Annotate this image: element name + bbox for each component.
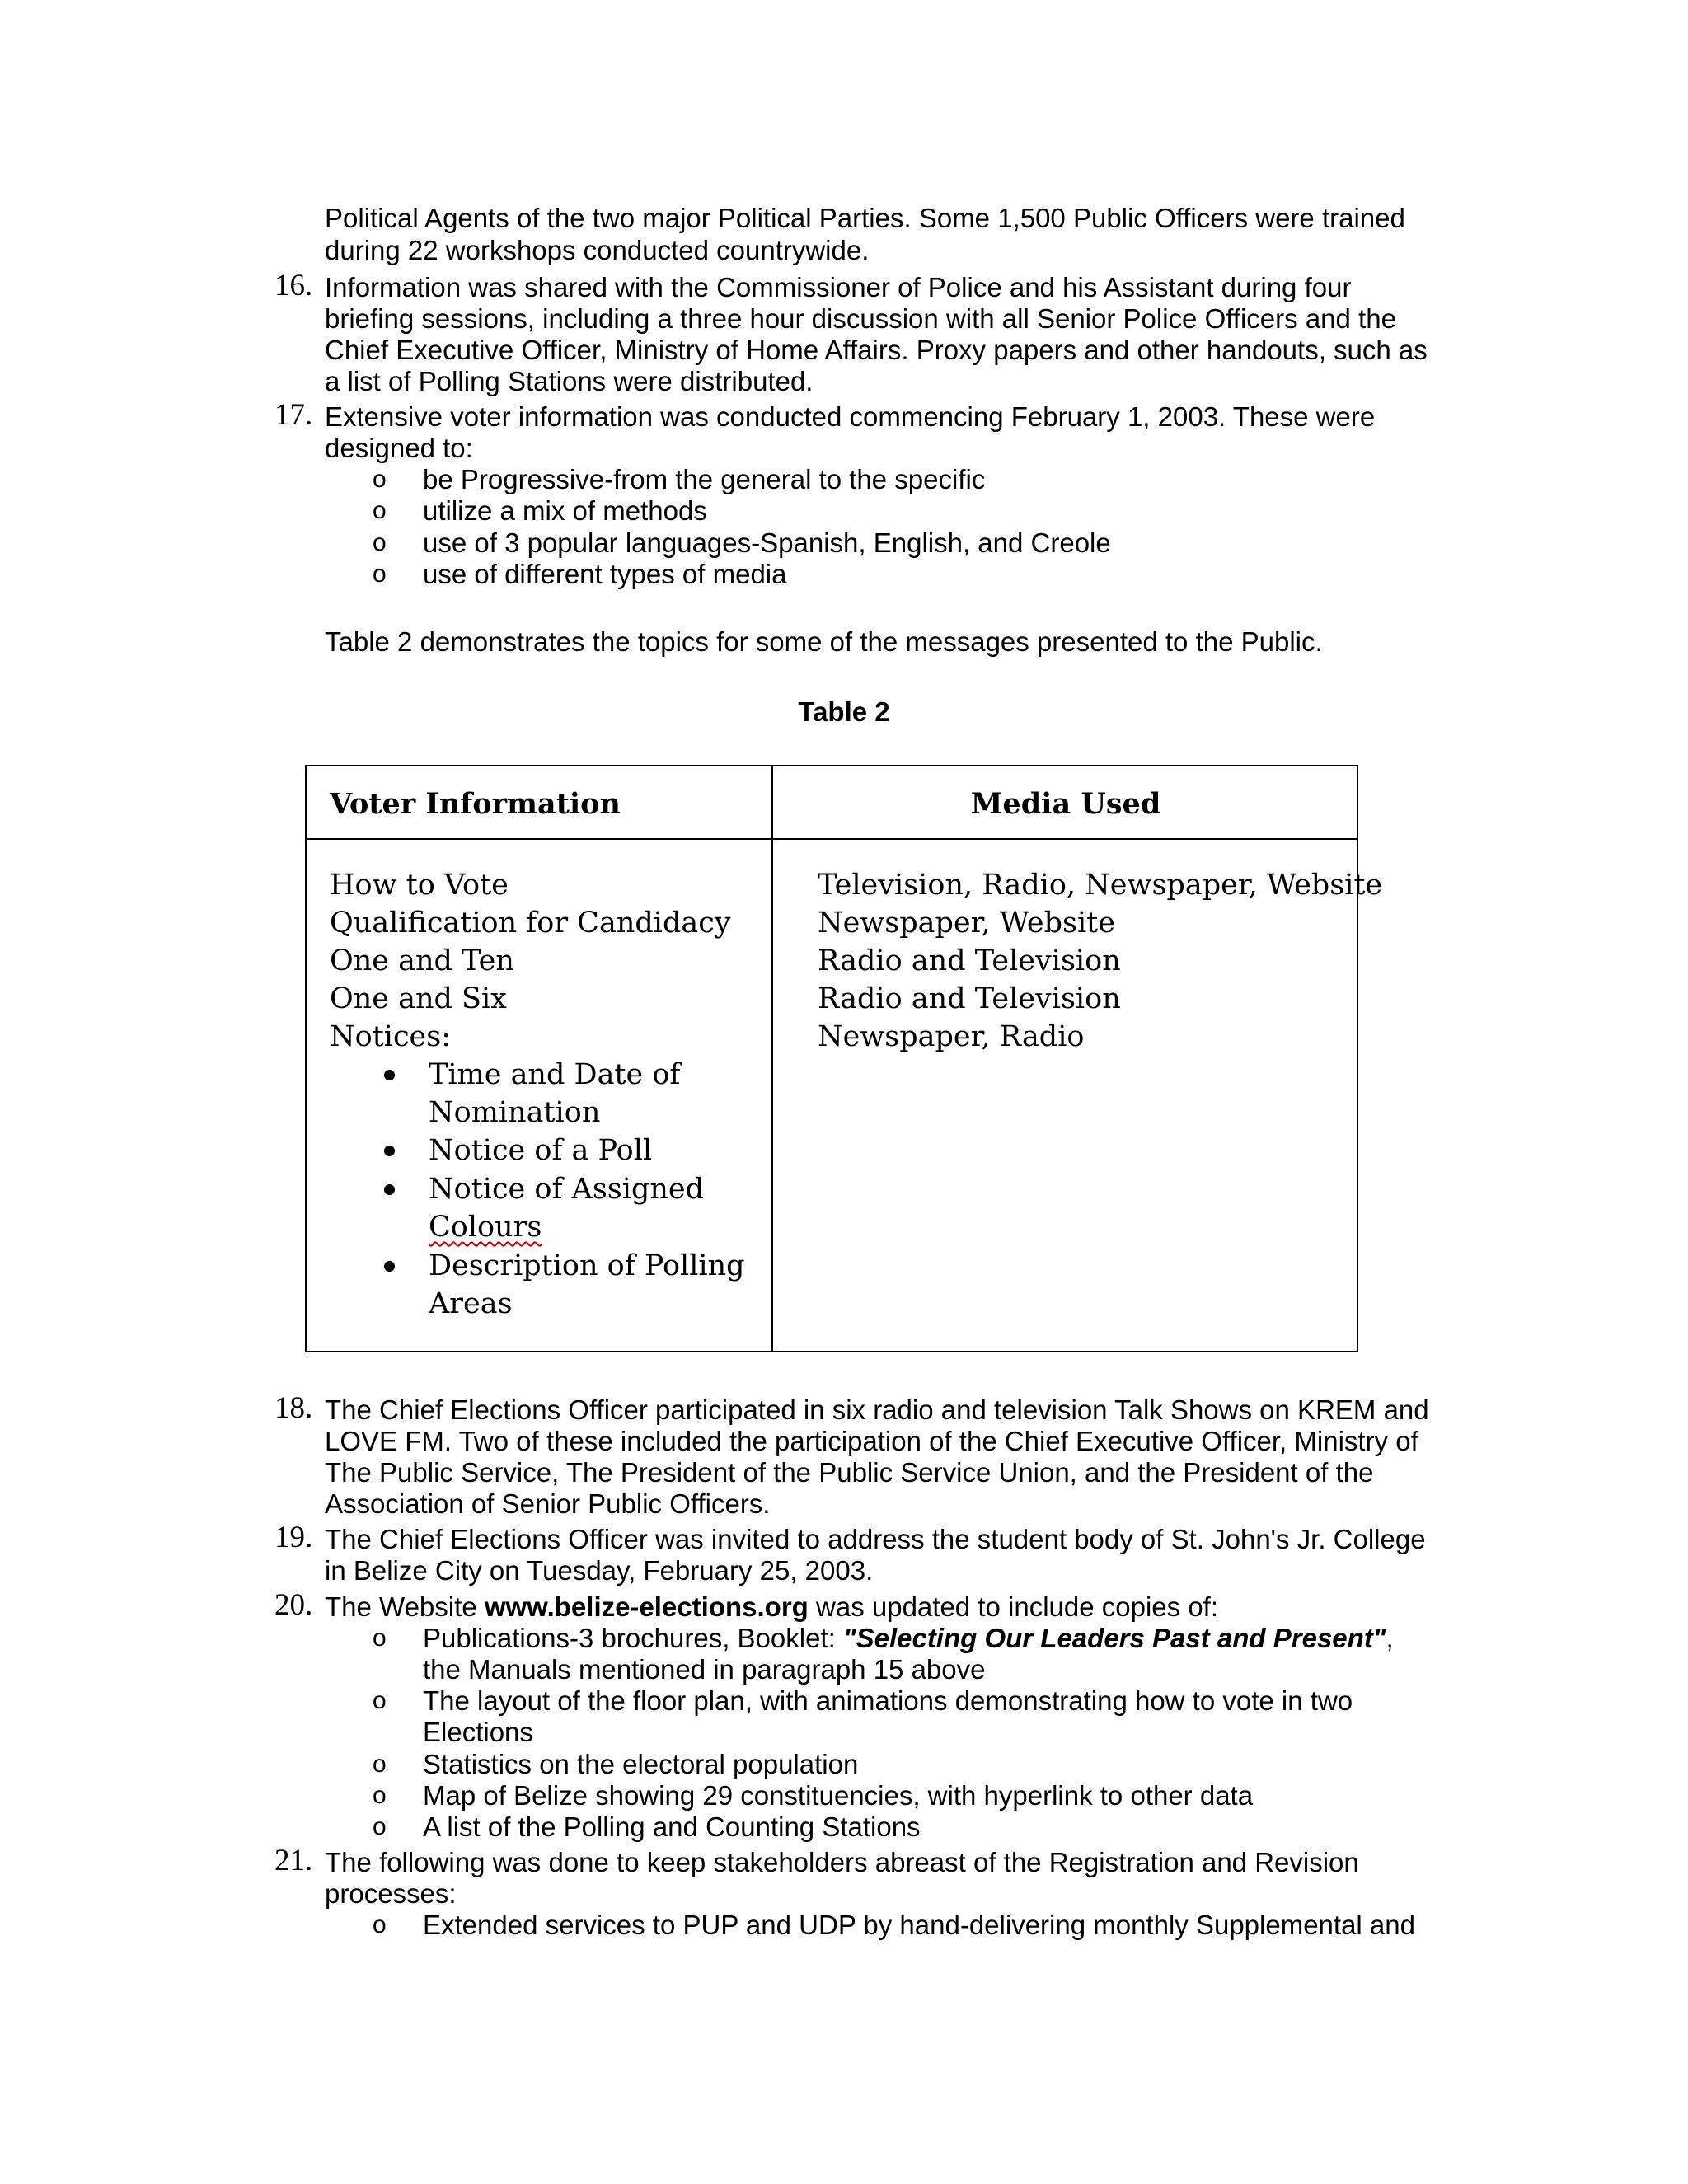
paragraph-20-text-pre: The Website [325,1591,485,1622]
table-cell-topic: Qualification for Candidacy [330,907,731,940]
paragraph-18-line-4: Association of Senior Public Officers. [325,1488,771,1519]
paragraph-20-bullet-5: A list of the Polling and Counting Stations [423,1811,921,1842]
paragraph-18-number: 18. [274,1391,313,1425]
paragraph-16-line-3: Chief Executive Officer, Ministry of Home Affairs. Proxy papers and other handouts, such as [325,335,1428,365]
paragraph-16-line-1: Information was shared with the Commissioner of Police and his Assistant during four [325,272,1352,302]
paragraph-17-bullet-2: utilize a mix of methods [423,495,707,526]
notice-item-line: Nomination [429,1096,601,1129]
bullet-marker: o [373,1750,387,1778]
paragraph-21-line-2: processes: [325,1878,457,1909]
bullet-marker: o [373,1911,387,1938]
paragraph-20-bullet-1 [423,1622,1394,1654]
table-column-divider [771,766,773,1351]
website-url[interactable]: www.belize-elections.org [484,1591,809,1622]
bullet-1-pre: Publications-3 brochures, Booklet: [423,1623,843,1653]
paragraph-17-bullet-4: use of different types of media [423,559,787,589]
paragraph-17-bullet-3: use of 3 popular languages-Spanish, English, and Creole [423,527,1111,558]
bullet-dot [384,1261,395,1272]
table-cell-media: Television, Radio, Newspaper, Website [818,869,1383,902]
paragraph-20-bullet-4: Map of Belize showing 29 constituencies, with hyperlink to other data [423,1780,1254,1811]
table-cell-topic: One and Ten [330,944,514,977]
paragraph-18-line-1: The Chief Elections Officer participated in six radio and television Talk Shows on KREM and [325,1394,1429,1425]
paragraph-16-line-2: briefing sessions, including a three hour discussion with all Senior Police Officers and the [325,303,1396,334]
paragraph-19-number: 19. [274,1521,313,1554]
paragraph-16-number: 16. [274,269,313,302]
paragraph-21-number: 21. [274,1844,313,1877]
paragraph-17-line-2: designed to: [325,433,473,463]
notice-item-line: Notice of a Poll [429,1134,653,1167]
paragraph-20-text-post: was updated to include copies of: [808,1591,1219,1622]
table-header-divider [307,838,1357,840]
paragraph-18-line-3: The Public Service, The President of the Public Service Union, and the President of the [325,1457,1374,1488]
bullet-marker: o [373,466,387,493]
table-cell-media: Radio and Television [818,944,1121,977]
notice-item-line: Areas [429,1287,513,1320]
table-cell-media: Newspaper, Website [818,907,1115,940]
table-cell-topic: Notices: [330,1020,452,1053]
paragraph-21-bullet-1: Extended services to PUP and UDP by hand-delivering monthly Supplemental and [423,1910,1415,1940]
paragraph-20-line-1 [325,1591,1218,1623]
paragraph-18-line-2: LOVE FM. Two of these included the participation of the Chief Executive Officer, Ministry of [325,1426,1418,1456]
notice-item-line: Description of Polling [429,1249,745,1282]
paragraph-20-bullet-1-line-2: the Manuals mentioned in paragraph 15 above [423,1654,986,1685]
bullet-dot [384,1146,395,1156]
paragraph-19-line-2: in Belize City on Tuesday, February 25, 2003. [325,1555,874,1586]
bullet-marker: o [373,1687,387,1714]
table-cell-media: Radio and Television [818,982,1121,1015]
paragraph-17-bullet-1: be Progressive-from the general to the specific [423,464,986,494]
paragraph-20-bullet-2-line-2: Elections [423,1717,533,1747]
paragraph-21-line-1: The following was done to keep stakeholders abreast of the Registration and Revision [325,1847,1359,1877]
bullet-marker: o [373,497,387,524]
paragraph-20-number: 20. [274,1588,313,1622]
bullet-marker: o [373,560,387,588]
paragraph-20-bullet-3: Statistics on the electoral population [423,1749,859,1779]
table-cell-topic: How to Vote [330,869,509,902]
bullet-marker: o [373,1782,387,1809]
bullet-marker: o [373,1624,387,1652]
bullet-marker: o [373,1813,387,1840]
table-intro: Table 2 demonstrates the topics for some of the messages presented to the Public. [325,626,1323,657]
paragraph-17-line-1: Extensive voter information was conducted commencing February 1, 2003. These were [325,401,1376,432]
paragraph-16-line-4: a list of Polling Stations were distributed. [325,366,814,396]
table-cell-media: Newspaper, Radio [818,1020,1085,1053]
bullet-1-post: , [1386,1623,1394,1653]
notice-item-line: Time and Date of [429,1058,681,1091]
carryover-line-2: during 22 workshops conducted countrywide. [325,235,870,265]
booklet-title: "Selecting Our Leaders Past and Present" [842,1623,1386,1653]
bullet-dot [384,1070,395,1080]
table-header-media-used: Media Used [970,787,1161,821]
paragraph-20-bullet-2: The layout of the floor plan, with animations demonstrating how to vote in two [423,1685,1353,1716]
paragraph-19-line-1: The Chief Elections Officer was invited to address the student body of St. John's Jr. College [325,1524,1426,1554]
bullet-dot [384,1184,395,1195]
bullet-marker: o [373,529,387,556]
carryover-line-1: Political Agents of the two major Political Parties. Some 1,500 Public Officers were trained [325,203,1405,233]
table-caption: Table 2 [798,696,890,727]
table-header-voter-information: Voter Information [330,787,621,821]
paragraph-17-number: 17. [274,398,313,432]
notice-item-line: Colours [429,1211,542,1244]
table-cell-topic: One and Six [330,982,507,1015]
voter-information-table [305,765,1383,1352]
notice-item-line: Notice of Assigned [429,1173,705,1206]
